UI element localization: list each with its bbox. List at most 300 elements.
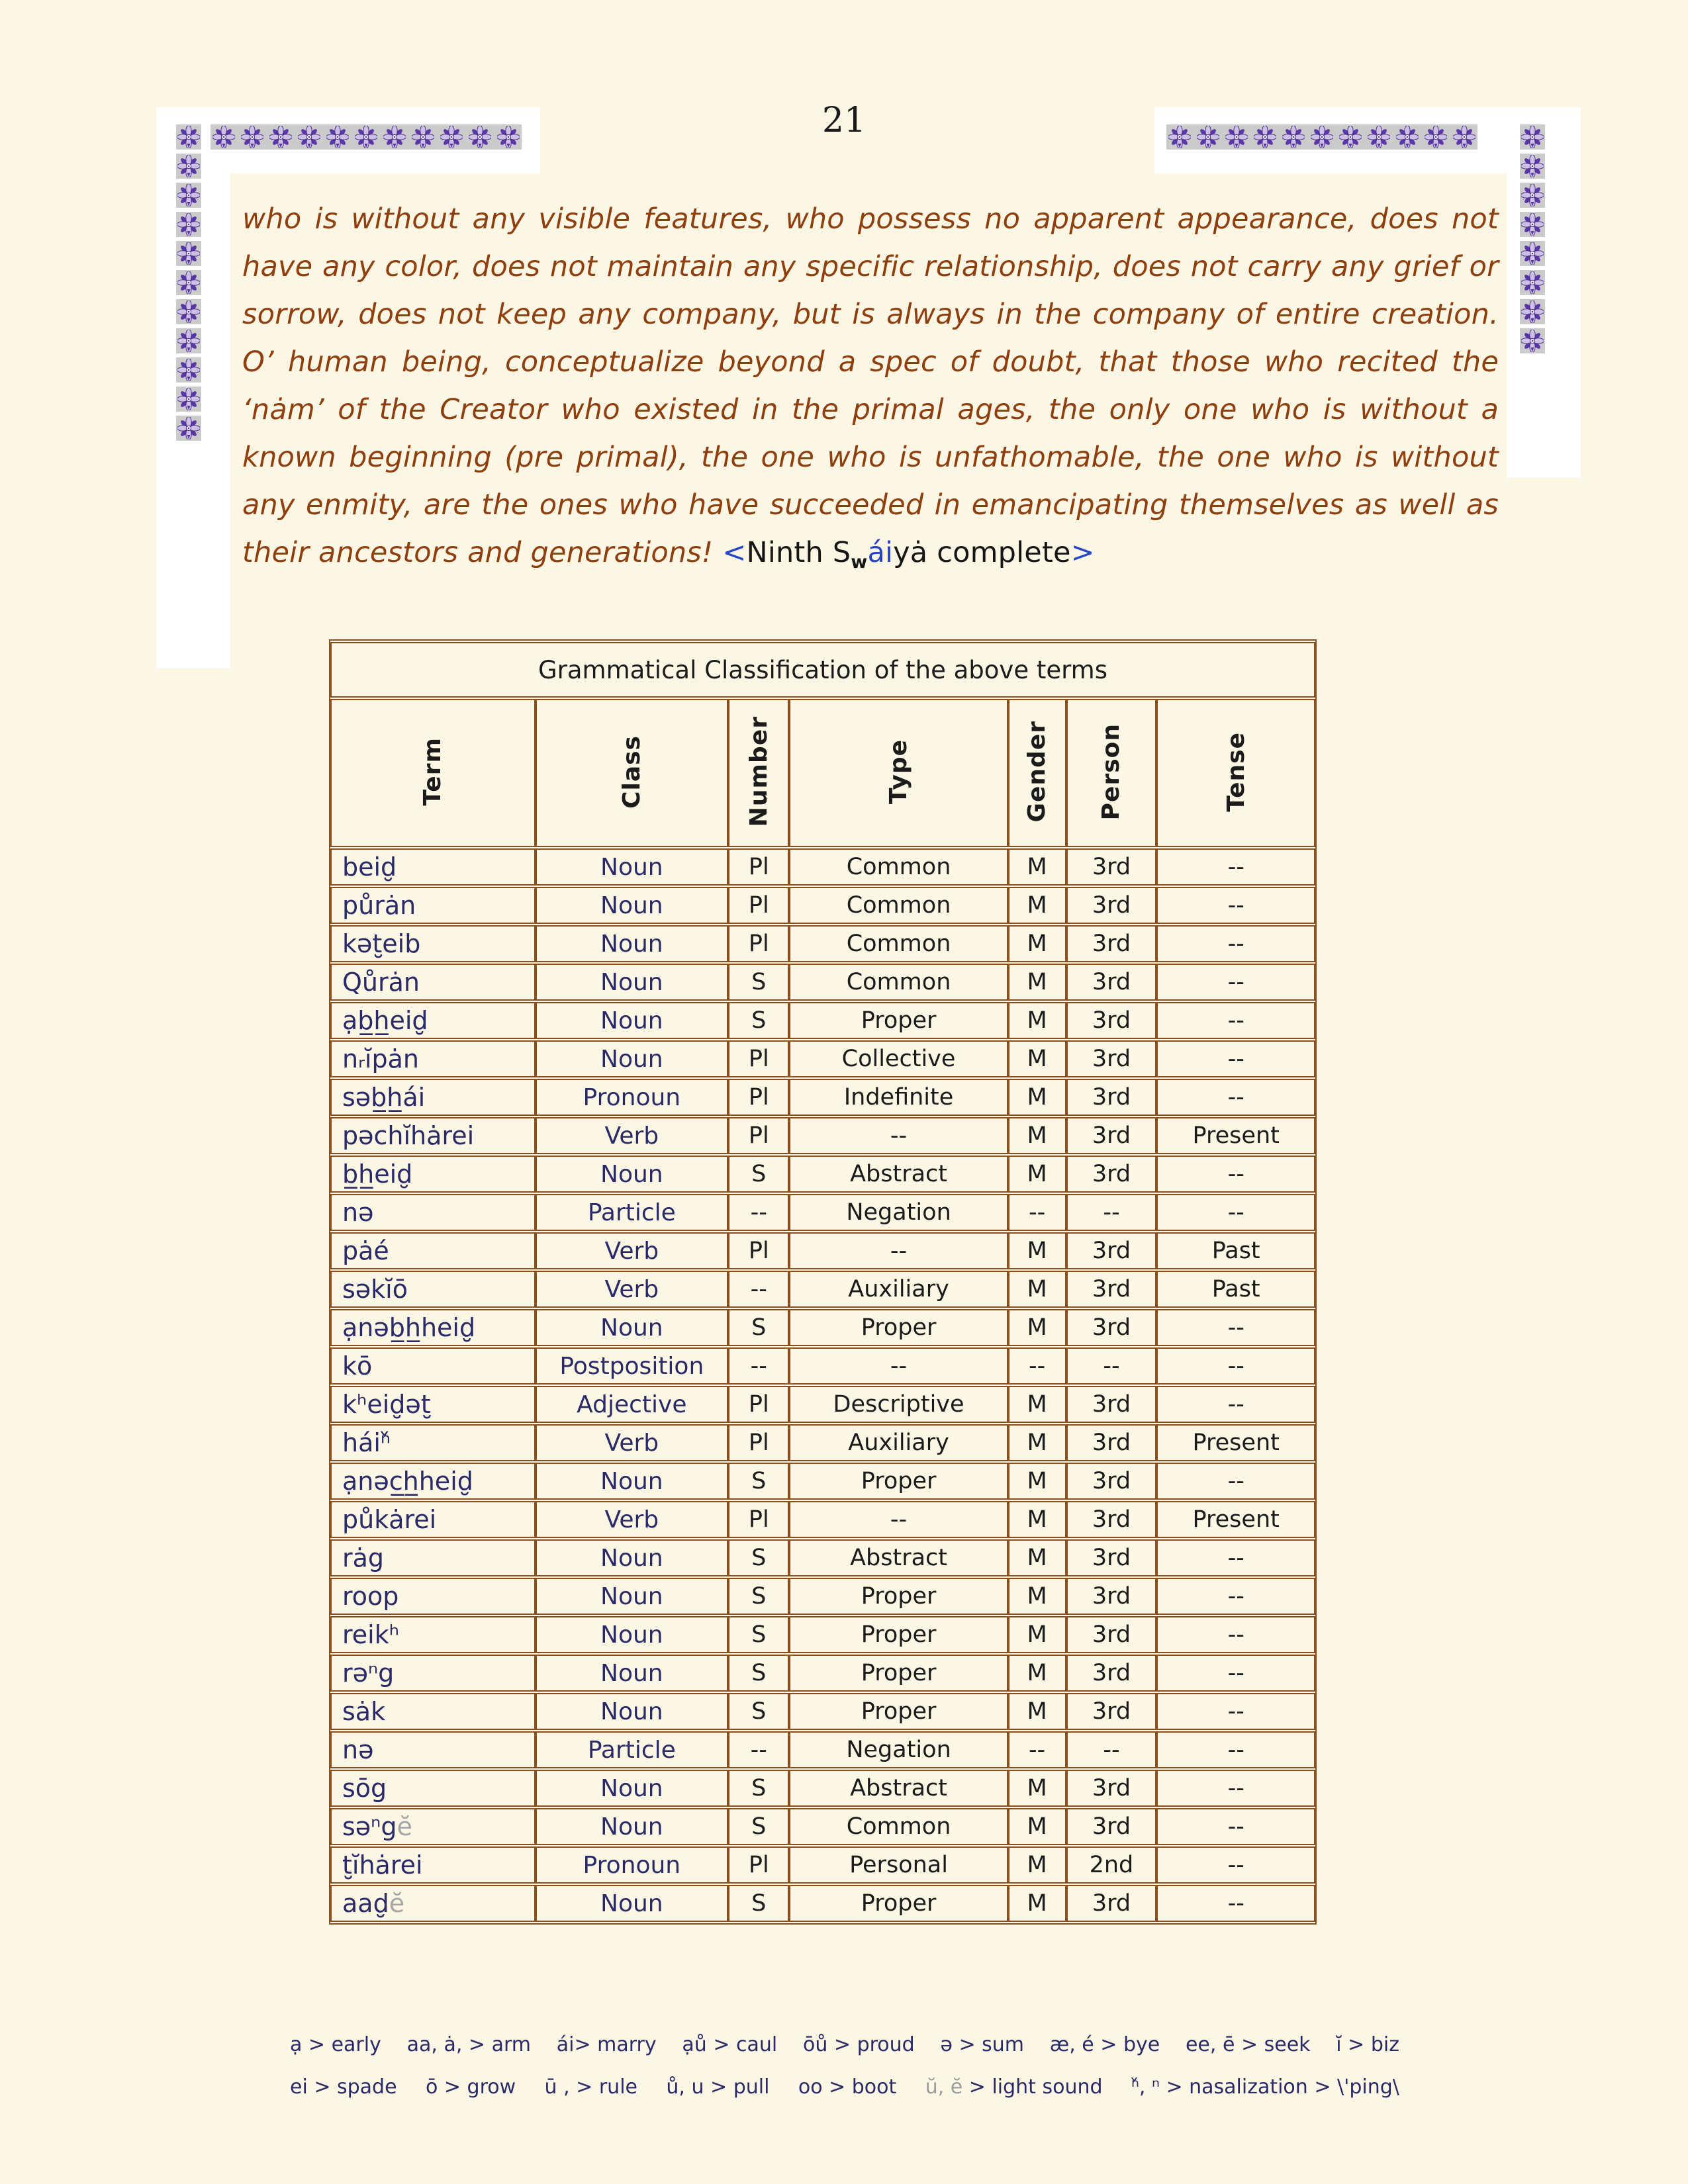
term-cell bbox=[330, 1040, 536, 1077]
person-cell: 3rd bbox=[1066, 1386, 1157, 1423]
number-cell: -- bbox=[728, 1347, 789, 1385]
gender-cell: M bbox=[1008, 1386, 1066, 1423]
type-cell: Personal bbox=[789, 1846, 1008, 1884]
pronunciation-key-item bbox=[407, 2033, 531, 2056]
term-text: háiⁿ̌ bbox=[342, 1428, 391, 1457]
person-cell: 3rd bbox=[1066, 1616, 1157, 1653]
pronunciation-key-item bbox=[940, 2033, 1024, 2056]
number-cell: Pl bbox=[728, 887, 789, 924]
type-cell: Proper bbox=[789, 1616, 1008, 1653]
table-row bbox=[330, 1770, 1315, 1807]
flower-icon bbox=[1311, 126, 1333, 148]
flower-icon bbox=[177, 300, 200, 323]
tense-cell: -- bbox=[1156, 1655, 1315, 1692]
tense-cell: -- bbox=[1156, 1156, 1315, 1193]
pronunciation-key-item bbox=[426, 2075, 516, 2099]
tense-cell: -- bbox=[1156, 1194, 1315, 1231]
flower-tile bbox=[355, 126, 377, 148]
number-cell: -- bbox=[728, 1731, 789, 1768]
flower-tile bbox=[469, 126, 491, 148]
gender-cell: M bbox=[1008, 1616, 1066, 1653]
tense-cell: -- bbox=[1156, 1002, 1315, 1039]
pronunciation-key-item bbox=[557, 2033, 657, 2056]
term-text: kʰeid̮ət̮ bbox=[342, 1390, 431, 1419]
flower-tile bbox=[1520, 241, 1545, 266]
flower-icon bbox=[212, 126, 235, 148]
term-cell bbox=[330, 1156, 536, 1193]
class-cell: Verb bbox=[536, 1501, 729, 1538]
flower-tile bbox=[176, 212, 201, 237]
class-cell: Noun bbox=[536, 1885, 729, 1922]
key-text: ō > grow bbox=[425, 2075, 516, 2099]
term-cell bbox=[330, 1424, 536, 1461]
term-text: kō bbox=[342, 1351, 373, 1381]
term-cell bbox=[330, 1079, 536, 1116]
table-row bbox=[330, 1693, 1315, 1730]
term-text: t̮ĭhȧrei bbox=[342, 1850, 423, 1880]
type-cell: Proper bbox=[789, 1463, 1008, 1500]
class-cell: Particle bbox=[536, 1731, 729, 1768]
table-row bbox=[330, 1040, 1315, 1077]
flower-icon bbox=[177, 184, 200, 206]
person-cell: 3rd bbox=[1066, 925, 1157, 962]
gender-cell: M bbox=[1008, 1693, 1066, 1730]
table-row bbox=[330, 1079, 1315, 1116]
class-cell: Noun bbox=[536, 1808, 729, 1845]
flower-tile bbox=[497, 126, 520, 148]
table-row bbox=[330, 1616, 1315, 1653]
flower-tile bbox=[440, 126, 463, 148]
tense-cell: -- bbox=[1156, 1463, 1315, 1500]
gender-cell: M bbox=[1008, 1808, 1066, 1845]
term-text: půkȧrei bbox=[342, 1505, 437, 1534]
pronunciation-key-item bbox=[682, 2033, 777, 2056]
key-text: ee, ē > seek bbox=[1185, 2033, 1311, 2056]
column-header-label: Person bbox=[1098, 723, 1125, 821]
flower-tile bbox=[1254, 126, 1276, 148]
gender-cell: M bbox=[1008, 1309, 1066, 1346]
table-row bbox=[330, 1232, 1315, 1269]
class-cell: Noun bbox=[536, 1040, 729, 1077]
table-row bbox=[330, 1539, 1315, 1576]
table-title-row bbox=[330, 642, 1315, 698]
gender-cell: M bbox=[1008, 1232, 1066, 1269]
flower-icon bbox=[1521, 242, 1544, 265]
type-cell: Common bbox=[789, 1808, 1008, 1845]
term-text: pəchĭhȧrei bbox=[342, 1121, 475, 1150]
term-cell bbox=[330, 1501, 536, 1538]
type-cell: Proper bbox=[789, 1309, 1008, 1346]
key-text: oo > boot bbox=[798, 2075, 897, 2099]
flower-icon bbox=[1282, 126, 1305, 148]
term-cell bbox=[330, 1347, 536, 1385]
gender-cell: M bbox=[1008, 964, 1066, 1001]
flower-icon bbox=[440, 126, 463, 148]
pronunciation-key-item bbox=[925, 2075, 1103, 2099]
key-text: aa, ȧ, > arm bbox=[406, 2033, 531, 2056]
type-cell: Proper bbox=[789, 1693, 1008, 1730]
tense-cell: -- bbox=[1156, 1693, 1315, 1730]
term-cell bbox=[330, 1616, 536, 1653]
number-cell: Pl bbox=[728, 1040, 789, 1077]
term-cell bbox=[330, 1386, 536, 1423]
pronunciation-key-item bbox=[1131, 2075, 1399, 2099]
term-cell bbox=[330, 1271, 536, 1308]
table-row bbox=[330, 964, 1315, 1001]
term-cell bbox=[330, 1463, 536, 1500]
person-cell: 3rd bbox=[1066, 1463, 1157, 1500]
flower-icon bbox=[177, 388, 200, 410]
flower-tile bbox=[1197, 126, 1219, 148]
flower-tile bbox=[1339, 126, 1362, 148]
gender-cell: M bbox=[1008, 1463, 1066, 1500]
person-cell: 3rd bbox=[1066, 1002, 1157, 1039]
table-title: Grammatical Classification of the above terms bbox=[330, 642, 1315, 698]
type-cell: Auxiliary bbox=[789, 1271, 1008, 1308]
paragraph-segment: ái bbox=[867, 536, 894, 569]
pronunciation-key-line-2 bbox=[290, 2075, 1399, 2099]
table-row bbox=[330, 887, 1315, 924]
flower-icon bbox=[1225, 126, 1248, 148]
tense-cell: Present bbox=[1156, 1501, 1315, 1538]
gender-cell: M bbox=[1008, 1770, 1066, 1807]
class-cell: Pronoun bbox=[536, 1846, 729, 1884]
type-cell: Collective bbox=[789, 1040, 1008, 1077]
flower-icon bbox=[326, 126, 349, 148]
person-cell: 3rd bbox=[1066, 1117, 1157, 1154]
flower-tile bbox=[1520, 328, 1545, 353]
tense-cell: -- bbox=[1156, 1808, 1315, 1845]
term-cell bbox=[330, 1002, 536, 1039]
type-cell: -- bbox=[789, 1501, 1008, 1538]
person-cell: 3rd bbox=[1066, 1232, 1157, 1269]
flower-tile bbox=[1520, 183, 1545, 208]
flower-tile bbox=[176, 183, 201, 208]
flower-icon bbox=[1521, 330, 1544, 352]
pronunciation-key-item bbox=[666, 2075, 769, 2099]
paragraph-segment: < bbox=[722, 536, 747, 569]
number-cell: -- bbox=[728, 1271, 789, 1308]
person-cell: 3rd bbox=[1066, 1770, 1157, 1807]
flower-tile bbox=[383, 126, 406, 148]
class-cell: Noun bbox=[536, 1578, 729, 1615]
class-cell: Noun bbox=[536, 1463, 729, 1500]
person-cell: 3rd bbox=[1066, 1079, 1157, 1116]
term-text: ạnəc̲h̲heid̮ bbox=[342, 1467, 473, 1496]
type-cell: Abstract bbox=[789, 1156, 1008, 1193]
number-cell: -- bbox=[728, 1194, 789, 1231]
class-cell: Noun bbox=[536, 1616, 729, 1653]
paragraph-segment: Ninth S bbox=[746, 536, 851, 569]
type-cell: -- bbox=[789, 1347, 1008, 1385]
key-text: ōů > proud bbox=[803, 2033, 915, 2056]
person-cell: -- bbox=[1066, 1194, 1157, 1231]
column-header-class bbox=[536, 699, 729, 847]
flower-tile bbox=[1282, 126, 1305, 148]
key-text: ə > sum bbox=[940, 2033, 1025, 2056]
flower-icon bbox=[1368, 126, 1390, 148]
tense-cell: -- bbox=[1156, 1731, 1315, 1768]
flower-tile bbox=[176, 124, 201, 150]
term-text: nə bbox=[342, 1735, 374, 1764]
person-cell: 3rd bbox=[1066, 1040, 1157, 1077]
flower-icon bbox=[1521, 300, 1544, 323]
person-cell: 3rd bbox=[1066, 1539, 1157, 1576]
number-cell: Pl bbox=[728, 925, 789, 962]
type-cell: -- bbox=[789, 1232, 1008, 1269]
table-row bbox=[330, 1885, 1315, 1922]
flower-tile bbox=[1311, 126, 1333, 148]
tense-cell: -- bbox=[1156, 1386, 1315, 1423]
gender-cell: M bbox=[1008, 1002, 1066, 1039]
flower-tile bbox=[1520, 154, 1545, 179]
term-cell bbox=[330, 887, 536, 924]
grammar-table-wrapper bbox=[329, 639, 1317, 1925]
person-cell: 3rd bbox=[1066, 964, 1157, 1001]
flower-tile bbox=[176, 416, 201, 441]
flower-icon bbox=[1197, 126, 1219, 148]
gender-cell: -- bbox=[1008, 1731, 1066, 1768]
flower-tile bbox=[326, 126, 349, 148]
key-text: ạ > early bbox=[290, 2033, 381, 2056]
person-cell: 3rd bbox=[1066, 1655, 1157, 1692]
table-row bbox=[330, 1808, 1315, 1845]
flower-icon bbox=[1339, 126, 1362, 148]
table-row bbox=[330, 925, 1315, 962]
class-cell: Verb bbox=[536, 1424, 729, 1461]
term-text: rəⁿg bbox=[342, 1659, 395, 1688]
gender-cell: M bbox=[1008, 848, 1066, 886]
flower-icon bbox=[177, 417, 200, 439]
term-text: aad̮ bbox=[342, 1889, 389, 1918]
flower-icon bbox=[1396, 126, 1419, 148]
term-cell bbox=[330, 1693, 536, 1730]
type-cell: Proper bbox=[789, 1002, 1008, 1039]
table-row bbox=[330, 1655, 1315, 1692]
flower-icon bbox=[1521, 213, 1544, 236]
term-text: půrȧn bbox=[342, 891, 416, 920]
term-text: nə bbox=[342, 1198, 374, 1227]
key-text: æ, é > bye bbox=[1049, 2033, 1160, 2056]
number-cell: S bbox=[728, 1770, 789, 1807]
table-row bbox=[330, 1156, 1315, 1193]
term-text: reikʰ bbox=[342, 1620, 400, 1649]
column-header-gender bbox=[1008, 699, 1066, 847]
grammar-table bbox=[330, 641, 1315, 1923]
class-cell: Noun bbox=[536, 1693, 729, 1730]
tense-cell: -- bbox=[1156, 1079, 1315, 1116]
flower-icon bbox=[177, 359, 200, 381]
person-cell: 3rd bbox=[1066, 1424, 1157, 1461]
type-cell: Proper bbox=[789, 1885, 1008, 1922]
type-cell: Descriptive bbox=[789, 1386, 1008, 1423]
number-cell: S bbox=[728, 1616, 789, 1653]
table-row bbox=[330, 848, 1315, 886]
class-cell: Verb bbox=[536, 1232, 729, 1269]
gender-cell: M bbox=[1008, 1271, 1066, 1308]
tense-cell: -- bbox=[1156, 1885, 1315, 1922]
column-header-type bbox=[789, 699, 1008, 847]
term-text: b̲h̲eid̮ bbox=[342, 1160, 413, 1189]
gender-cell: M bbox=[1008, 1846, 1066, 1884]
type-cell: Proper bbox=[789, 1655, 1008, 1692]
tense-cell: -- bbox=[1156, 1040, 1315, 1077]
term-text: səkĭō bbox=[342, 1275, 408, 1304]
pronunciation-key-item bbox=[545, 2075, 637, 2099]
gender-cell: M bbox=[1008, 925, 1066, 962]
column-header-term bbox=[330, 699, 536, 847]
person-cell: 3rd bbox=[1066, 1309, 1157, 1346]
flower-icon bbox=[469, 126, 491, 148]
pronunciation-key-item bbox=[803, 2033, 915, 2056]
term-muted-suffix: ĕ bbox=[397, 1812, 412, 1841]
flower-icon bbox=[177, 242, 200, 265]
flower-icon bbox=[241, 126, 263, 148]
term-text: səb̲h̲ái bbox=[342, 1083, 426, 1112]
pronunciation-key-item bbox=[1186, 2033, 1311, 2056]
type-cell: Common bbox=[789, 925, 1008, 962]
flower-icon bbox=[177, 155, 200, 177]
number-cell: Pl bbox=[728, 1501, 789, 1538]
class-cell: Noun bbox=[536, 1655, 729, 1692]
person-cell: -- bbox=[1066, 1347, 1157, 1385]
page-number: 21 bbox=[821, 101, 867, 140]
flower-tile bbox=[1520, 212, 1545, 237]
term-text: rȧg bbox=[342, 1543, 385, 1572]
flower-strip-top-right bbox=[1166, 124, 1477, 150]
paragraph-segment: yȧ complete bbox=[893, 536, 1071, 569]
flower-icon bbox=[383, 126, 406, 148]
type-cell: Abstract bbox=[789, 1539, 1008, 1576]
term-text: sōg bbox=[342, 1774, 387, 1803]
term-cell bbox=[330, 1731, 536, 1768]
pronunciation-key-item bbox=[290, 2075, 397, 2099]
flower-tile bbox=[269, 126, 292, 148]
flower-icon bbox=[1521, 155, 1544, 177]
pronunciation-key-item bbox=[1336, 2033, 1399, 2056]
column-header-label: Type bbox=[885, 739, 913, 804]
term-cell bbox=[330, 1770, 536, 1807]
term-cell bbox=[330, 964, 536, 1001]
term-text: səⁿg bbox=[342, 1812, 397, 1841]
tense-cell: Present bbox=[1156, 1117, 1315, 1154]
type-cell: Auxiliary bbox=[789, 1424, 1008, 1461]
flower-icon bbox=[412, 126, 434, 148]
tense-cell: -- bbox=[1156, 964, 1315, 1001]
flower-icon bbox=[1521, 184, 1544, 206]
person-cell: 3rd bbox=[1066, 848, 1157, 886]
flower-tile bbox=[1453, 126, 1476, 148]
pronunciation-key-item bbox=[798, 2075, 896, 2099]
term-cell bbox=[330, 1539, 536, 1576]
type-cell: Common bbox=[789, 887, 1008, 924]
number-cell: Pl bbox=[728, 1232, 789, 1269]
key-text: ĭ > biz bbox=[1336, 2033, 1399, 2056]
class-cell: Adjective bbox=[536, 1386, 729, 1423]
number-cell: Pl bbox=[728, 848, 789, 886]
gender-cell: M bbox=[1008, 1424, 1066, 1461]
flower-tile bbox=[1520, 299, 1545, 324]
pronunciation-key-line-1 bbox=[290, 2033, 1399, 2056]
flower-icon bbox=[269, 126, 292, 148]
term-text: roop bbox=[342, 1582, 399, 1611]
term-cell bbox=[330, 1885, 536, 1922]
person-cell: 3rd bbox=[1066, 1271, 1157, 1308]
tense-cell: -- bbox=[1156, 1347, 1315, 1385]
class-cell: Noun bbox=[536, 1309, 729, 1346]
key-text: ái> marry bbox=[556, 2033, 657, 2056]
paragraph-segment: > bbox=[1070, 536, 1095, 569]
term-text: pȧé bbox=[342, 1236, 389, 1265]
table-row bbox=[330, 1501, 1315, 1538]
type-cell: Common bbox=[789, 848, 1008, 886]
term-text: ạnəb̲h̲heid̮ bbox=[342, 1313, 476, 1342]
term-text: sȧk bbox=[342, 1697, 386, 1726]
class-cell: Verb bbox=[536, 1117, 729, 1154]
person-cell: 3rd bbox=[1066, 1578, 1157, 1615]
table-row bbox=[330, 1463, 1315, 1500]
gender-cell: M bbox=[1008, 1578, 1066, 1615]
body-paragraph bbox=[242, 195, 1499, 586]
key-text: > light sound bbox=[962, 2075, 1103, 2099]
number-cell: S bbox=[728, 1463, 789, 1500]
flower-icon bbox=[177, 213, 200, 236]
class-cell: Noun bbox=[536, 1002, 729, 1039]
person-cell: 3rd bbox=[1066, 887, 1157, 924]
term-cell bbox=[330, 1232, 536, 1269]
key-text: ạů > caul bbox=[682, 2033, 778, 2056]
type-cell: Common bbox=[789, 964, 1008, 1001]
person-cell: 3rd bbox=[1066, 1885, 1157, 1922]
table-row bbox=[330, 1117, 1315, 1154]
flower-icon bbox=[355, 126, 377, 148]
flower-tile bbox=[1396, 126, 1419, 148]
number-cell: S bbox=[728, 1578, 789, 1615]
number-cell: Pl bbox=[728, 1117, 789, 1154]
type-cell: Abstract bbox=[789, 1770, 1008, 1807]
column-header-number bbox=[728, 699, 789, 847]
term-text: ạb̲h̲eid̮ bbox=[342, 1006, 428, 1035]
class-cell: Noun bbox=[536, 925, 729, 962]
column-header-label: Gender bbox=[1023, 721, 1051, 823]
flower-icon bbox=[177, 330, 200, 352]
class-cell: Noun bbox=[536, 887, 729, 924]
flower-icon bbox=[298, 126, 320, 148]
term-muted-suffix: ĕ bbox=[389, 1889, 405, 1918]
gender-cell: M bbox=[1008, 887, 1066, 924]
flower-tile bbox=[1168, 126, 1191, 148]
key-text: ei > spade bbox=[290, 2075, 397, 2099]
pronunciation-key-item bbox=[1050, 2033, 1160, 2056]
pronunciation-key-item bbox=[290, 2033, 381, 2056]
table-row bbox=[330, 1578, 1315, 1615]
table-header-row bbox=[330, 699, 1315, 847]
person-cell: 3rd bbox=[1066, 1693, 1157, 1730]
number-cell: S bbox=[728, 1655, 789, 1692]
type-cell: Negation bbox=[789, 1731, 1008, 1768]
gender-cell: M bbox=[1008, 1079, 1066, 1116]
gender-cell: M bbox=[1008, 1539, 1066, 1576]
tense-cell: Past bbox=[1156, 1232, 1315, 1269]
flower-tile bbox=[176, 241, 201, 266]
number-cell: Pl bbox=[728, 1846, 789, 1884]
flower-tile bbox=[1425, 126, 1447, 148]
flower-tile bbox=[1520, 124, 1545, 150]
class-cell: Noun bbox=[536, 1539, 729, 1576]
flower-tile bbox=[1368, 126, 1390, 148]
type-cell: Proper bbox=[789, 1578, 1008, 1615]
flower-tile bbox=[176, 154, 201, 179]
